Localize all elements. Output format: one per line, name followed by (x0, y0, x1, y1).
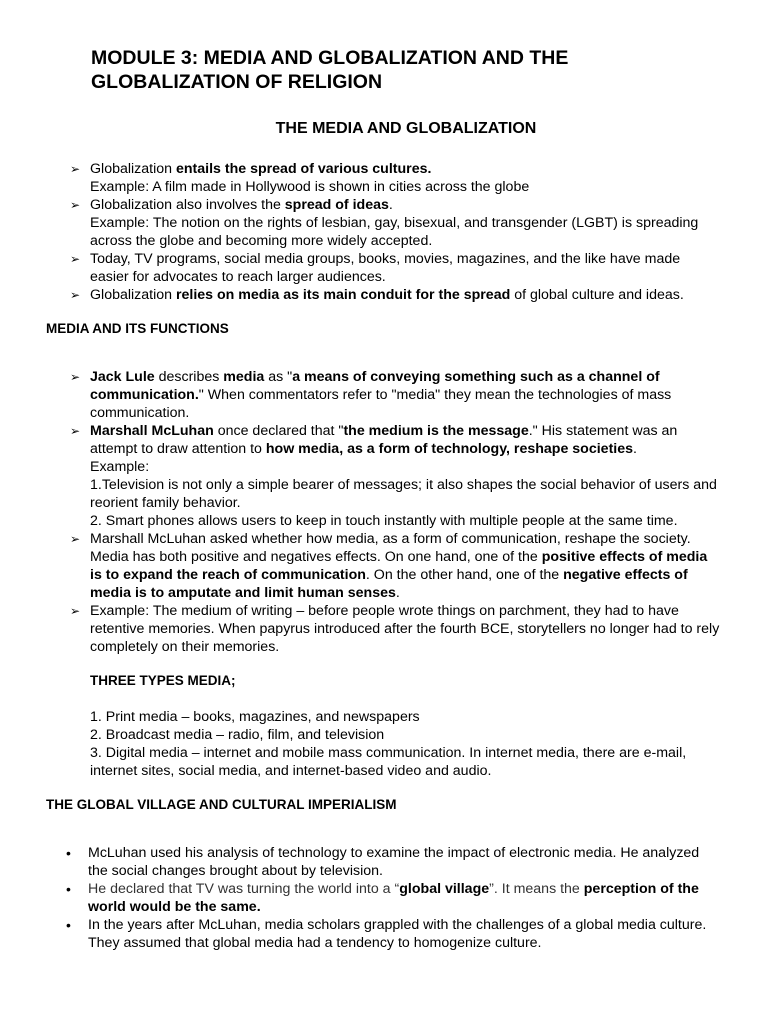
example-text: 1.Television is not only a simple bearer of messages; it also shapes the social behavior of users and reorient family behavior. (90, 477, 717, 511)
section-title: THE MEDIA AND GLOBALIZATION (275, 120, 537, 137)
list-item: • In the years after McLuhan, media scholars grappled with the challenges of a global media culture. They assumed that global media had a tendency to homogenize culture. (66, 917, 707, 951)
media-functions-heading: MEDIA AND ITS FUNCTIONS (46, 321, 229, 336)
media-functions-list (70, 368, 722, 656)
three-types-heading: THREE TYPES MEDIA; (90, 673, 236, 688)
list-item: ➢ Marshall McLuhan once declared that "the medium is the message." His statement was an attempt to draw attention to how media, as a form of technology, reshape societies. Example: 1.Television is not only a simple bearer of messages; it also shapes the social behavior of users and reorient family behavior. 2. Smart phones allows users to keep in touch instantly with multiple people at the same time. (70, 422, 722, 530)
arrow-bullet-icon: ➢ (70, 162, 81, 176)
bullet-dot-icon: • (66, 845, 71, 861)
module-title: MODULE 3: MEDIA AND GLOBALIZATION AND THE GLOBALIZATION OF RELIGION (91, 47, 569, 93)
list-item: ➢ Example: The medium of writing – before people wrote things on parchment, they had to have retentive memories. When papyrus introduced after the fourth BCE, storytellers no longer had to rely completely on their memories. (70, 603, 720, 655)
bullet-dot-icon: • (66, 881, 71, 897)
arrow-bullet-icon: ➢ (70, 288, 81, 302)
example-label: Example: (90, 459, 150, 475)
arrow-bullet-icon: ➢ (70, 198, 81, 212)
arrow-bullet-icon: ➢ (70, 532, 81, 546)
list-item: ➢ Jack Lule describes media as "a means of conveying something such as a channel of communication." When commentators refer to "media" they mean the technologies of mass communication. (70, 369, 672, 421)
arrow-bullet-icon: ➢ (70, 424, 81, 438)
list-item: • He declared that TV was turning the world into a “global village”. It means the perception of the world would be the same. (66, 881, 699, 915)
list-item: ➢ Globalization entails the spread of various cultures. Example: A film made in Hollywood is shown in cities across the globe (70, 160, 722, 196)
arrow-bullet-icon: ➢ (70, 370, 81, 384)
arrow-bullet-icon: ➢ (70, 252, 81, 266)
list-item: ➢ Marshall McLuhan asked whether how media, as a form of communication, reshape the society. Media has both positive and negatives effects. On one hand, one of the positive effects of media is to expand the reach of communication. On the other hand, one of the negative effects of media is to amputate and limit human senses. (70, 531, 708, 601)
global-village-list (68, 844, 720, 952)
arrow-bullet-icon: ➢ (70, 604, 81, 618)
example-text: 2. Smart phones allows users to keep in touch instantly with multiple people at the same time. (90, 513, 678, 529)
example-text: Example: The notion on the rights of lesbian, gay, bisexual, and transgender (LGBT) is spreading across the globe and becoming more widely accepted. (90, 215, 699, 249)
three-types-list (90, 708, 730, 780)
list-item: 1. Print media – books, magazines, and newspapers (90, 709, 420, 725)
list-item: ➢ Globalization also involves the spread of ideas. Example: The notion on the rights of lesbian, gay, bisexual, and transgender (LGBT) is spreading across the globe and becoming more widely accepted. (70, 196, 722, 250)
list-item: 2. Broadcast media – radio, film, and television (90, 727, 385, 743)
list-item: ➢ Today, TV programs, social media groups, books, movies, magazines, and the like have made easier for advocates to reach larger audiences. (70, 251, 681, 285)
bullet-dot-icon: • (66, 917, 71, 933)
global-village-heading: THE GLOBAL VILLAGE AND CULTURAL IMPERIALISM (46, 797, 397, 812)
list-item: ➢ Globalization relies on media as its main conduit for the spread of global culture and ideas. (70, 287, 684, 303)
list-item: • McLuhan used his analysis of technology to examine the impact of electronic media. He analyzed the social changes brought about by television. (66, 845, 700, 879)
intro-list (70, 160, 722, 304)
list-item: 3. Digital media – internet and mobile mass communication. In internet media, there are e-mail, internet sites, social media, and internet-based video and audio. (90, 745, 687, 779)
example-text: Example: A film made in Hollywood is shown in cities across the globe (90, 179, 530, 195)
